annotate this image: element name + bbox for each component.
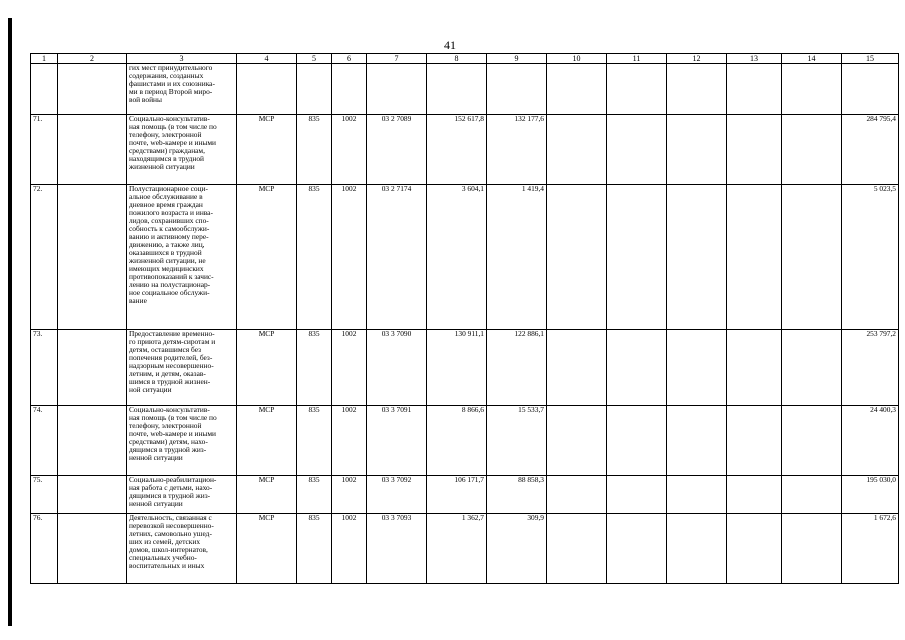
column-13-value [727,514,782,584]
section-code-cell: 1002 [332,514,367,584]
department-code-cell: 835 [297,185,332,330]
table-row [31,476,899,514]
description-cell: гих мест принудительного содержания, созданных фашистами и их союзника- ми в период Второй миро- вой войны [127,64,237,115]
description-cell: Социально-реабилитацион- ная работа с детьми, нахо- дящимися в трудной жиз- ненной ситуации [127,476,237,514]
department-code-cell [297,64,332,115]
table-row [31,406,899,476]
column-11-value [607,514,667,584]
column-11-value [607,115,667,185]
column-9-value: 15 533,7 [487,406,547,476]
target-article-cell: 03 3 7090 [367,330,427,406]
column-8-value [427,64,487,115]
section-code-cell: 1002 [332,476,367,514]
page-number: 41 [444,38,456,52]
column-2-cell [58,115,127,185]
table-body [31,64,899,584]
organization-cell: МСР [237,406,297,476]
row-number: 76. [31,514,58,584]
column-13-value [727,115,782,185]
total-value: 195 030,0 [842,476,899,514]
target-article-cell: 03 3 7092 [367,476,427,514]
column-header-8: 8 [427,54,487,64]
target-article-cell: 03 3 7093 [367,514,427,584]
description-cell: Социально-консультатив- ная помощь (в том числе по телефону, электронной почте, web-камере и иными средствами) детям, нахо- дящимся в трудной жиз- ненной ситуации [127,406,237,476]
column-number-header-row [31,54,899,64]
column-10-value [547,185,607,330]
department-code-cell: 835 [297,406,332,476]
column-2-cell [58,64,127,115]
column-9-value: 122 886,1 [487,330,547,406]
column-header-1: 1 [31,54,58,64]
column-12-value [667,476,727,514]
column-11-value [607,476,667,514]
row-number [31,64,58,115]
row-number: 73. [31,330,58,406]
department-code-cell: 835 [297,330,332,406]
target-article-cell: 03 3 7091 [367,406,427,476]
row-number: 72. [31,185,58,330]
column-14-value [782,115,842,185]
department-code-cell: 835 [297,476,332,514]
target-article-cell: 03 2 7174 [367,185,427,330]
column-9-value: 132 177,6 [487,115,547,185]
column-header-11: 11 [607,54,667,64]
department-code-cell: 835 [297,115,332,185]
column-8-value: 8 866,6 [427,406,487,476]
department-code-cell: 835 [297,514,332,584]
column-12-value [667,64,727,115]
target-article-cell [367,64,427,115]
description-cell: Деятельность, связанная с перевозкой несовершенно- летних, самовольно ушед- ших из семей, детских домов, школ-интернатов, специальных учебно- воспитательных и иных [127,514,237,584]
total-value: 1 672,6 [842,514,899,584]
column-9-value: 309,9 [487,514,547,584]
column-8-value: 1 362,7 [427,514,487,584]
column-header-6: 6 [332,54,367,64]
table-row [31,514,899,584]
description-cell: Предоставление временно- го приюта детям-сиротам и детям, оставшимся без попечения родителей, без- надзорным несовершенно- летним, и детям, оказав- шимся в трудной жизнен- ной ситуации [127,330,237,406]
table-row [31,115,899,185]
column-9-value [487,64,547,115]
table-row [31,330,899,406]
column-header-7: 7 [367,54,427,64]
section-code-cell: 1002 [332,330,367,406]
column-12-value [667,406,727,476]
column-2-cell [58,476,127,514]
column-8-value: 106 171,7 [427,476,487,514]
section-code-cell: 1002 [332,115,367,185]
column-13-value [727,476,782,514]
section-code-cell [332,64,367,115]
description-cell: Социально-консультатив- ная помощь (в том числе по телефону, электронной почте, web-камере и иными средствами) гражданам, находящимся в трудной жизненной ситуации [127,115,237,185]
organization-cell: МСР [237,115,297,185]
organization-cell: МСР [237,514,297,584]
column-10-value [547,64,607,115]
budget-table [30,53,899,584]
table-row [31,185,899,330]
organization-cell [237,64,297,115]
column-10-value [547,115,607,185]
column-12-value [667,330,727,406]
column-12-value [667,514,727,584]
section-code-cell: 1002 [332,406,367,476]
column-header-4: 4 [237,54,297,64]
column-14-value [782,185,842,330]
column-10-value [547,476,607,514]
target-article-cell: 03 2 7089 [367,115,427,185]
column-8-value: 3 604,1 [427,185,487,330]
column-2-cell [58,185,127,330]
column-header-3: 3 [127,54,237,64]
column-8-value: 130 911,1 [427,330,487,406]
table-row [31,64,899,115]
total-value: 284 795,4 [842,115,899,185]
organization-cell: МСР [237,476,297,514]
column-12-value [667,115,727,185]
column-9-value: 1 419,4 [487,185,547,330]
column-header-5: 5 [297,54,332,64]
column-2-cell [58,406,127,476]
column-11-value [607,64,667,115]
column-10-value [547,406,607,476]
column-11-value [607,330,667,406]
column-14-value [782,330,842,406]
column-14-value [782,406,842,476]
column-header-15: 15 [842,54,899,64]
column-11-value [607,406,667,476]
column-header-2: 2 [58,54,127,64]
column-11-value [607,185,667,330]
description-cell: Полустационарное соци- альное обслуживание в дневное время граждан пожилого возраста и инва- лидов, сохранивших спо- собность к самообслужи- ванию и активному пере- движению, а также лиц, оказавшихся в трудной жизненной ситуации, не имеющих медицинских противопоказаний к зачис- лению на полустационар- ное социальное обслужи- вание [127,185,237,330]
total-value [842,64,899,115]
total-value: 5 023,5 [842,185,899,330]
column-header-9: 9 [487,54,547,64]
column-13-value [727,406,782,476]
organization-cell: МСР [237,185,297,330]
column-14-value [782,476,842,514]
total-value: 24 400,3 [842,406,899,476]
organization-cell: МСР [237,330,297,406]
column-header-14: 14 [782,54,842,64]
row-number: 74. [31,406,58,476]
page-binding-bar [8,18,12,626]
column-14-value [782,514,842,584]
row-number: 71. [31,115,58,185]
column-13-value [727,64,782,115]
column-header-13: 13 [727,54,782,64]
column-2-cell [58,514,127,584]
column-8-value: 152 617,8 [427,115,487,185]
column-12-value [667,185,727,330]
row-number: 75. [31,476,58,514]
column-9-value: 88 858,3 [487,476,547,514]
column-header-12: 12 [667,54,727,64]
column-13-value [727,330,782,406]
column-10-value [547,514,607,584]
column-14-value [782,64,842,115]
section-code-cell: 1002 [332,185,367,330]
column-2-cell [58,330,127,406]
column-13-value [727,185,782,330]
column-header-10: 10 [547,54,607,64]
column-10-value [547,330,607,406]
total-value: 253 797,2 [842,330,899,406]
